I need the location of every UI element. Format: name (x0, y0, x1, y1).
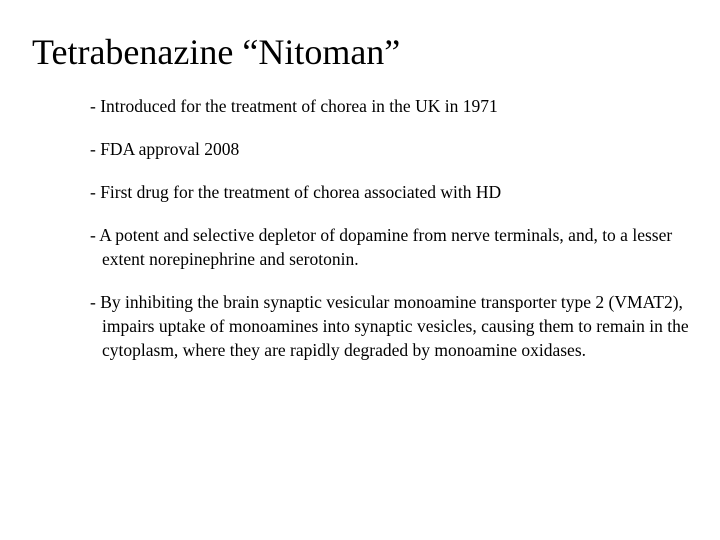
bullet-item: - By inhibiting the brain synaptic vesicular monoamine transporter type 2 (VMAT2), impairs uptake of monoamines into synaptic vesicles, causing them to remain in the cytoplasm, where they are rapidly degraded by monoamine oxidases. (90, 292, 689, 360)
slide-title: Tetrabenazine “Nitoman” (32, 32, 401, 72)
bullet-list (90, 94, 714, 381)
bullet-item: - First drug for the treatment of chorea associated with HD (90, 182, 502, 202)
bullet-item: - Introduced for the treatment of chorea in the UK in 1971 (90, 96, 498, 116)
bullet-item: - A potent and selective depletor of dopamine from nerve terminals, and, to a lesser extent norepinephrine and serotonin. (90, 225, 673, 269)
bullet-item: - FDA approval 2008 (90, 139, 240, 159)
